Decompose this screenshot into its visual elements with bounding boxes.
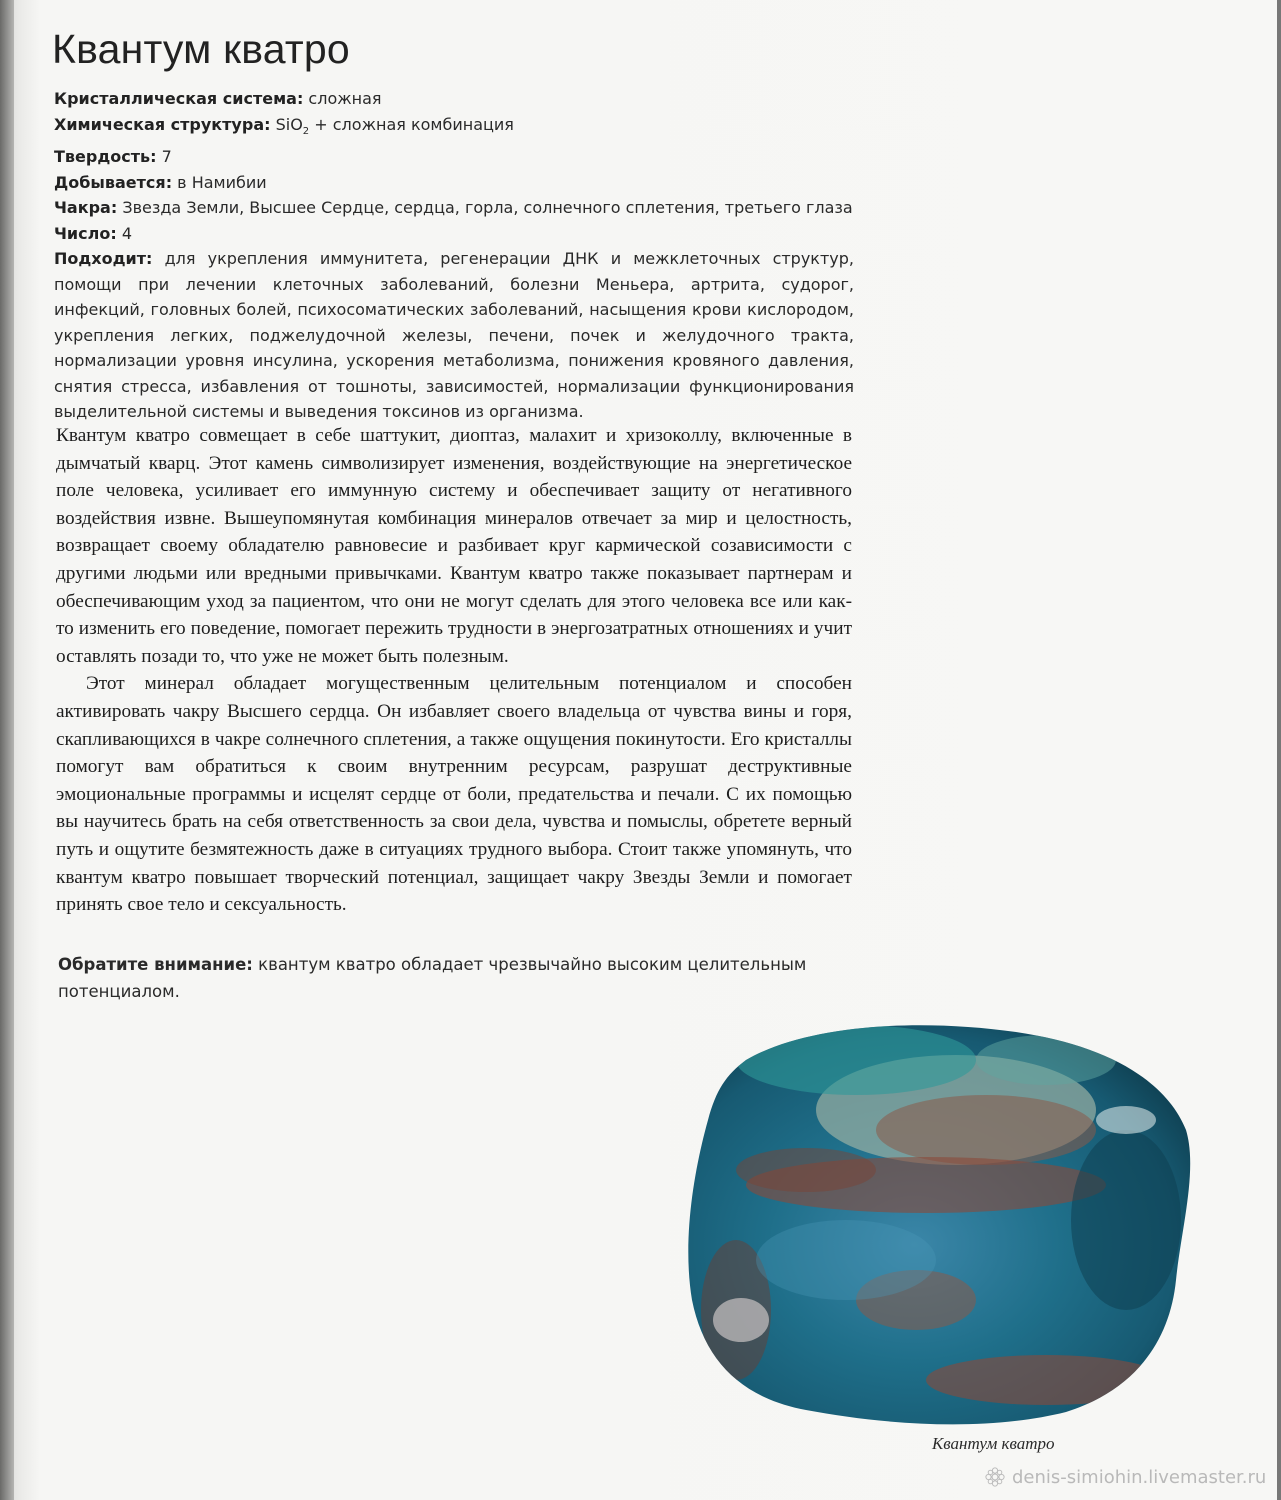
property-label: Чакра: — [54, 198, 118, 218]
property-number — [54, 221, 854, 247]
stone-photo — [686, 1020, 1194, 1430]
property-crystal-system — [54, 86, 854, 112]
property-label: Твердость: — [54, 147, 157, 167]
property-label: Добывается: — [54, 172, 173, 192]
property-label: Число: — [54, 223, 117, 243]
attention-note — [58, 951, 838, 1005]
paragraph: Квантум кватро совмещает в себе шаттукит, диоптаз, малахит и хризоколлу, включенные в дымчатый кварц. Этот камень символизирует изменения, воздействующие на энергетическое поле человека, усиливает его иммунную систему и обеспечивает защиту от негативного воздействия извне. Вышеупомянутая комбинация минералов отвечает за мир и целостность, возвращает своему обладателю равновесие и разбивает круг кармической созависимости с другими людьми или вредными привычками. Квантум кватро также показывает партнерам и обеспечивающим уход за пациентом, что они не могут сделать для этого человека все или как-то изменить его поведение, помогает пережить трудности в энергозатратных отношениях и учит оставлять позади то, что уже не может быть полезным. — [56, 425, 852, 667]
page-title: Квантум кватро — [52, 26, 350, 72]
flower-icon — [984, 1466, 1006, 1488]
property-chakra — [54, 195, 854, 221]
property-label: Кристаллическая система: — [54, 89, 304, 108]
main-text — [56, 422, 852, 919]
property-label: Химическая структура: — [54, 114, 271, 134]
property-hardness — [54, 144, 854, 170]
watermark-text: denis-simiohin.livemaster.ru — [1012, 1466, 1267, 1488]
photo-caption: Квантум кватро — [932, 1434, 1055, 1453]
property-value: + сложная комбинация — [309, 114, 514, 134]
property-value: 4 — [116, 223, 132, 243]
paragraph: Этот минерал обладает могущественным целительным потенциалом и способен активировать чакру Высшего сердца. Он избавляет своего владельца от чувства вины и горя, скапливающихся в чакре солнечного сплетения, а также ощущения покинутости. Его кристаллы помогут вам обратиться к своим внутренним ресурсам, разрушат деструктивные эмоциональные программы и исцелят сердце от боли, предательства и печали. С их помощью вы научитесь брать на себя ответственность за свои дела, чувства и помыслы, обретете верный путь и ощутите безмятежность даже в ситуациях трудного выбора. Стоит также упомянуть, что квантум кватро повышает творческий потенциал, защищает чакру Звезды Земли и помогает принять свое тело и сексуальность. — [56, 673, 852, 916]
book-gutter-shadow — [0, 0, 14, 1500]
note-label: Обратите внимание: — [58, 955, 253, 974]
formula-subscript: 2 — [302, 125, 310, 137]
property-suits — [54, 246, 854, 425]
property-chemical-structure — [54, 112, 854, 145]
property-value: SiO — [270, 114, 303, 134]
page-edge — [1277, 0, 1281, 1500]
property-value: сложная — [303, 89, 382, 108]
property-label: Подходит: — [54, 249, 153, 269]
properties-block — [54, 86, 854, 425]
property-value: для укрепления иммунитета, регенерации ДНК и межклеточных структур, помощи при лечении клеточных заболеваний, болезни Меньера, артрита, судорог, инфекций, головных болей, психосоматических заболеваний, насыщения крови кислородом, укрепления легких, поджелудочной железы, печени, почек и желудочного тракта, нормализации уровня инсулина, ускорения метаболизма, понижения кровяного давления, снятия стресса, избавления от тошноты, зависимостей, нормализации функционирования выделительной системы и выведения токсинов из организма. — [54, 249, 854, 422]
property-value: в Намибии — [172, 172, 267, 192]
property-value: 7 — [156, 147, 172, 167]
watermark — [984, 1466, 1266, 1488]
property-mined — [54, 170, 854, 196]
property-value: Звезда Земли, Высшее Сердце, сердца, горла, солнечного сплетения, третьего глаза — [117, 198, 853, 218]
note-text: квантум кватро обладает чрезвычайно высоким целительным потенциалом. — [58, 955, 807, 1001]
